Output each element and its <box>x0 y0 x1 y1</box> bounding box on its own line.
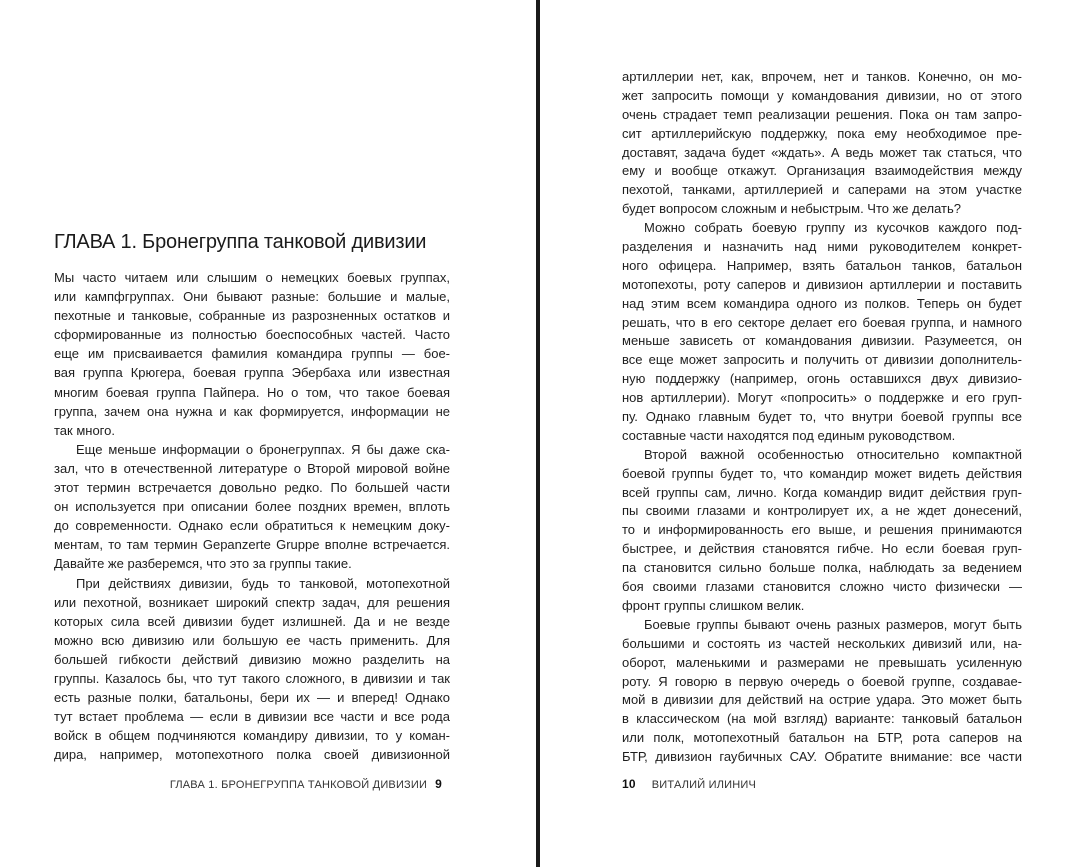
text-line: оборот, маленькими и размерами не превышать усиленную <box>622 654 1022 670</box>
text-line: мой в дивизии для действий на острие удара. Это может быть <box>622 692 1022 708</box>
text-line: Боевые группы бывают очень разных размеров, могут быть <box>644 616 1022 632</box>
text-line: меньше зависеть от командования дивизии. Разумеется, он <box>622 333 1022 349</box>
text-line: еще им присваивается фамилия командира группы — бое- <box>54 346 450 362</box>
text-line: Мы часто читаем или слышим о немецких боевых группах, <box>54 270 450 285</box>
right-page <box>541 0 1076 867</box>
paragraph <box>54 440 450 574</box>
text-line: тут встает проблема — если в дивизии все части и все рода <box>54 709 450 725</box>
page-gutter-divider <box>536 0 540 867</box>
paragraph <box>622 219 1022 446</box>
text-line: Еще меньше информации о бронегруппах. Я бы даже ска- <box>76 441 450 457</box>
text-line: Второй важной особенностью относительно компактной <box>644 446 1022 462</box>
text-line: жет запросить помощи у командования дивизии, но от этого <box>622 87 1022 103</box>
text-line: быстрее, и действия становятся гибче. Но если боевая груп- <box>622 541 1022 557</box>
text-line: всей группы сам, лично. Когда командир видит действия груп- <box>622 484 1022 500</box>
text-line: так много. <box>54 422 115 438</box>
text-line: или пехотной, возникает широкий спектр задач, для решения <box>54 594 450 610</box>
text-line: сит артиллерийскую поддержку, пока ему необходимое пре- <box>622 125 1022 141</box>
text-line: группы. Казалось бы, что тут такого сложного, в дивизии и так <box>54 670 450 686</box>
paragraph <box>54 574 450 765</box>
text-line: можно всю дивизию или большую ее часть применить. Для <box>54 632 450 648</box>
right-page-footer <box>622 777 756 792</box>
text-line: ему и вообще откажут. Организация взаимодействия между <box>622 163 1022 179</box>
paragraph <box>622 68 1022 219</box>
running-head: ВИТАЛИЙ ИЛИНИЧ <box>651 779 757 791</box>
text-line: решать, что в его секторе делает его боевая группа, и намного <box>622 314 1022 330</box>
text-line: над этим всем командира одного из полков. Теперь он будет <box>622 295 1022 311</box>
left-page <box>0 0 536 867</box>
left-page-footer <box>170 777 450 792</box>
text-line: БТР, дивизион гаубичных САУ. Обратите внимание: все части <box>622 749 1022 765</box>
text-line: все еще может запросить и получить от дивизии дополнитель- <box>622 352 1022 368</box>
text-line: сформированные из полностью боеспособных частей. Часто <box>54 327 450 343</box>
text-line: или полк, мотопехотный батальон на БТР, рота саперов на <box>622 730 1022 746</box>
text-line: группа, зачем она нужна и как формируется, информации не <box>54 403 450 419</box>
page-number: 9 <box>435 777 442 791</box>
text-line: многим боевая группа Пайпера. Но о том, что такое боевая <box>54 384 450 400</box>
text-line: па становится сильно больше полка, наблюдать за ведением <box>622 560 1022 576</box>
text-line: пехотой, танками, артиллерией и саперами на этом участке <box>622 182 1022 198</box>
text-line: Можно собрать боевую группу из кусочков каждого под- <box>644 220 1022 236</box>
text-line: он используется при описании более поздних времен, вплоть <box>54 499 450 515</box>
text-line: нов артиллерии). Могут «попросить» о поддержке и его груп- <box>622 390 1022 406</box>
running-head: ГЛАВА 1. БРОНЕГРУППА ТАНКОВОЙ ДИВИЗИИ <box>169 779 428 791</box>
text-line: большей гибкости действий дивизию можно разделить на <box>54 651 450 667</box>
text-line: до современности. Однако если обратиться к немецким доку- <box>54 518 450 534</box>
text-line: вая группа Крюгера, боевая группа Эбербаха или известная <box>54 365 450 381</box>
text-line: то и информированность его выше, и решения принимаются <box>622 522 1022 538</box>
page-number: 10 <box>622 777 636 791</box>
text-line: очень страдает темп реализации решения. Пока он там запро- <box>622 106 1022 122</box>
text-line: войск в общем подчиняются командиру дивизии, то у коман- <box>54 728 450 744</box>
text-line: составные части находятся под единым руководством. <box>622 427 956 443</box>
text-line: мотопехоты, роту саперов и дивизион артиллерии и поставить <box>622 276 1022 292</box>
text-line: При действиях дивизии, будь то танковой, мотопехотной <box>76 575 450 591</box>
text-line: есть разные полки, батальоны, бери их — и вперед! Однако <box>54 690 450 706</box>
left-page-body <box>54 268 450 764</box>
chapter-heading: ГЛАВА 1. Бронегруппа танковой дивизии <box>54 231 427 253</box>
text-line: пехотные и танковые, собранные из разрозненных остатков и <box>54 308 450 324</box>
text-line: доставят, задача будет «ждать». А ведь может так статься, что <box>622 144 1022 160</box>
paragraph <box>622 616 1022 767</box>
text-line: ментам, то там термин Gepanzerte Gruppe вполне встречается. <box>54 537 450 553</box>
paragraph <box>622 446 1022 616</box>
text-line: ную поддержку (например, огонь оставшихся двух дивизио- <box>622 371 1022 387</box>
text-line: этот термин встречается довольно редко. По большей части <box>54 480 450 496</box>
text-line: Давайте же разберемся, что это за группы такие. <box>54 556 352 572</box>
text-line: ного офицера. Например, взять батальон танков, батальон <box>622 257 1022 273</box>
paragraph <box>54 268 450 440</box>
text-line: будет вопросом сложным и небыстрым. Что же делать? <box>622 201 962 217</box>
text-line: боевой группы будет то, что командир может видеть действия <box>622 465 1022 481</box>
text-line: роту. Я говорю в первую очередь о боевой группе, создавае- <box>622 673 1022 689</box>
text-line: пу. Однако главным будет то, что внутри боевой группы все <box>622 409 1022 425</box>
text-line: которых сила всей дивизии будет излишней. Да и не везде <box>54 613 450 629</box>
text-line: пы своими глазами и контролирует их, а не ждет донесений, <box>622 503 1022 519</box>
text-line: боя своими глазами становится сложно чисто физически — <box>622 579 1022 595</box>
text-line: фронт группы слишком велик. <box>622 597 805 613</box>
text-line: дира, например, мотопехотного полка своей дивизионной <box>54 747 450 763</box>
text-line: или кампфгруппах. Они бывают разные: большие и малые, <box>54 289 450 305</box>
text-line: зал, что в отечественной литературе о Второй мировой войне <box>54 460 450 476</box>
text-line: разделения и назначить над ними руководителем конкрет- <box>622 239 1022 255</box>
right-page-body <box>622 68 1022 767</box>
text-line: артиллерии нет, как, впрочем, нет и танков. Конечно, он мо- <box>622 69 1022 84</box>
text-line: большими и состоять из частей нескольких дивизий или, на- <box>622 635 1022 651</box>
text-line: в классическом (на мой взгляд) варианте: танковый батальон <box>622 711 1022 727</box>
